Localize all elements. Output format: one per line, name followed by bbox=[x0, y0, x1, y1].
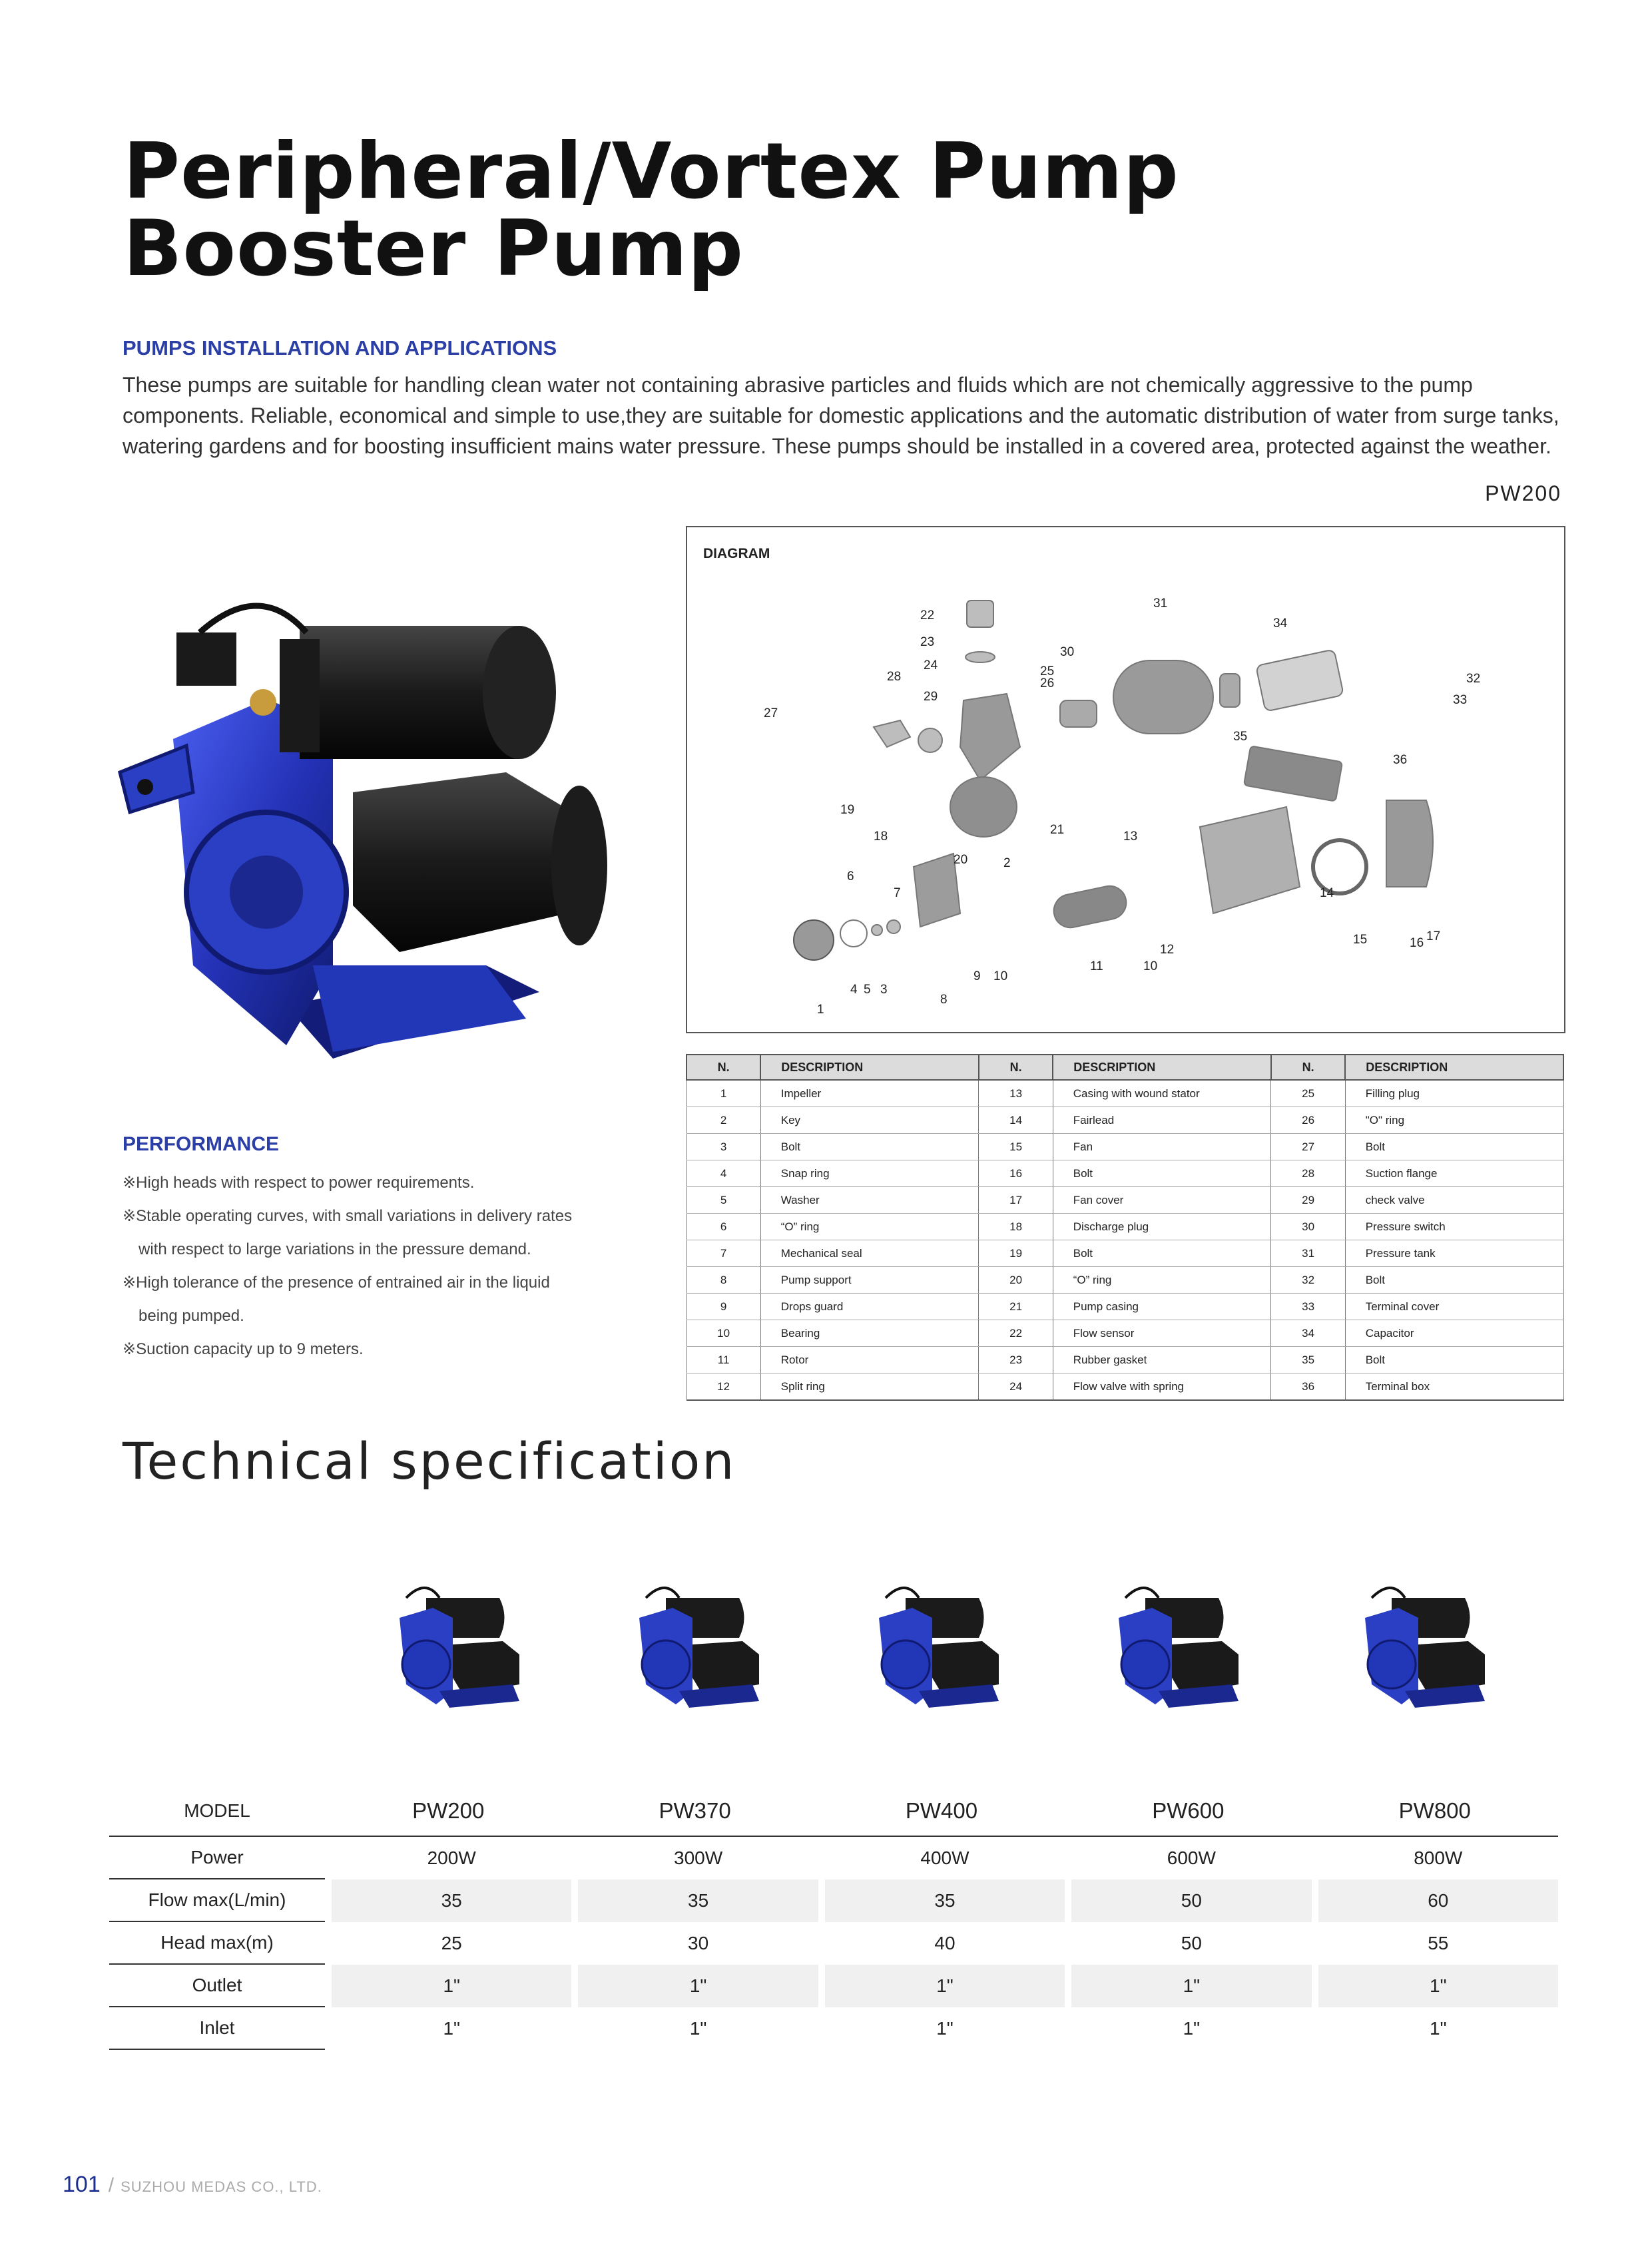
company-name: SUZHOU MEDAS CO., LTD. bbox=[121, 2178, 322, 2195]
svg-text:10: 10 bbox=[1143, 959, 1158, 973]
spec-value: 300W bbox=[571, 1837, 818, 1879]
svg-text:6: 6 bbox=[847, 870, 854, 883]
performance-item: ※High heads with respect to power requirements. bbox=[123, 1174, 475, 1192]
spec-row-label: Head max(m) bbox=[109, 1922, 325, 1965]
svg-text:5: 5 bbox=[864, 983, 871, 997]
svg-text:24: 24 bbox=[924, 658, 938, 672]
parts-row bbox=[687, 1214, 1563, 1240]
spec-row-label: Power bbox=[109, 1837, 325, 1879]
part-description: Bolt bbox=[1345, 1134, 1563, 1160]
part-suction-flange bbox=[874, 720, 910, 747]
spec-row bbox=[109, 1965, 1558, 2007]
part-pump-casing bbox=[950, 777, 1017, 837]
page-title bbox=[123, 126, 1179, 294]
model-tag: PW200 bbox=[1485, 481, 1561, 505]
spec-value: 1" bbox=[571, 2007, 818, 2050]
part-number: 25 bbox=[1271, 1080, 1345, 1107]
spec-value: 35 bbox=[571, 1879, 818, 1922]
part-number: 22 bbox=[979, 1320, 1053, 1347]
col-desc-1: DESCRIPTION bbox=[760, 1055, 979, 1080]
col-n-1: N. bbox=[687, 1055, 760, 1080]
part-description: Mechanical seal bbox=[760, 1240, 979, 1267]
spec-value: 1" bbox=[571, 1965, 818, 2007]
parts-row bbox=[687, 1187, 1563, 1214]
col-n-3: N. bbox=[1271, 1055, 1345, 1080]
part-description: Fairlead bbox=[1053, 1107, 1271, 1134]
part-number: 8 bbox=[687, 1267, 760, 1294]
part-number: 26 bbox=[1271, 1107, 1345, 1134]
performance-heading: PERFORMANCE bbox=[123, 1133, 280, 1155]
svg-text:21: 21 bbox=[1050, 823, 1065, 837]
part-stator-casing bbox=[1200, 807, 1300, 913]
svg-text:7: 7 bbox=[894, 886, 901, 900]
part-description: Bolt bbox=[1345, 1347, 1563, 1373]
parts-row bbox=[687, 1373, 1563, 1401]
model-name: PW600 bbox=[1065, 1786, 1311, 1837]
spec-value: 35 bbox=[818, 1879, 1065, 1922]
title-line-1: Peripheral/Vortex Pump bbox=[123, 126, 1179, 216]
model-thumbnail-image bbox=[386, 1578, 533, 1711]
diagram-title: DIAGRAM bbox=[703, 546, 770, 561]
part-description: Filling plug bbox=[1345, 1080, 1563, 1107]
part-o-ring bbox=[840, 920, 867, 947]
part-description: Pump support bbox=[760, 1267, 979, 1294]
spec-row bbox=[109, 1837, 1558, 1879]
svg-text:3: 3 bbox=[880, 983, 888, 997]
part-fan-cover bbox=[1386, 800, 1433, 887]
part-description: Flow valve with spring bbox=[1053, 1373, 1271, 1401]
parts-table bbox=[686, 1054, 1564, 1401]
part-number: 35 bbox=[1271, 1347, 1345, 1373]
svg-text:2: 2 bbox=[1003, 856, 1011, 870]
col-desc-3: DESCRIPTION bbox=[1345, 1055, 1563, 1080]
part-description: Casing with wound stator bbox=[1053, 1080, 1271, 1107]
part-description: Bolt bbox=[1345, 1267, 1563, 1294]
svg-text:26: 26 bbox=[1040, 676, 1055, 690]
svg-text:22: 22 bbox=[920, 609, 935, 622]
svg-text:33: 33 bbox=[1453, 693, 1468, 707]
svg-text:17: 17 bbox=[1426, 929, 1441, 943]
spec-header-row bbox=[109, 1786, 1558, 1837]
part-description: Pressure tank bbox=[1345, 1240, 1563, 1267]
part-description: Rotor bbox=[760, 1347, 979, 1373]
part-description: Fan bbox=[1053, 1134, 1271, 1160]
page-number: 101 bbox=[63, 2172, 101, 2197]
part-description: "O" ring bbox=[1345, 1107, 1563, 1134]
svg-text:18: 18 bbox=[874, 830, 888, 844]
part-impeller bbox=[794, 920, 834, 960]
model-thumbnail-image bbox=[1105, 1578, 1252, 1711]
spec-value: 40 bbox=[818, 1922, 1065, 1965]
spec-value: 50 bbox=[1065, 1879, 1311, 1922]
svg-text:32: 32 bbox=[1466, 672, 1481, 686]
part-number: 11 bbox=[687, 1347, 760, 1373]
svg-text:34: 34 bbox=[1273, 617, 1288, 630]
svg-text:30: 30 bbox=[1060, 645, 1075, 659]
model-thumbnail-image bbox=[866, 1578, 1012, 1711]
model-name: PW800 bbox=[1312, 1786, 1558, 1837]
part-description: Capacitor bbox=[1345, 1320, 1563, 1347]
part-description: “O” ring bbox=[1053, 1267, 1271, 1294]
part-description: Pump casing bbox=[1053, 1294, 1271, 1320]
part-number: 12 bbox=[687, 1373, 760, 1401]
part-description: Bearing bbox=[760, 1320, 979, 1347]
spec-value: 1" bbox=[1065, 1965, 1311, 2007]
spec-row bbox=[109, 1879, 1558, 1922]
part-terminal-cover bbox=[1256, 649, 1344, 711]
parts-row bbox=[687, 1320, 1563, 1347]
parts-table-body bbox=[687, 1080, 1563, 1400]
part-description: Fan cover bbox=[1053, 1187, 1271, 1214]
part-description: Discharge plug bbox=[1053, 1214, 1271, 1240]
part-number: 27 bbox=[1271, 1134, 1345, 1160]
footer-separator: / bbox=[108, 2174, 115, 2196]
part-description: Bolt bbox=[1053, 1160, 1271, 1187]
spec-value: 1" bbox=[818, 1965, 1065, 2007]
spec-value: 200W bbox=[325, 1837, 571, 1879]
svg-text:25: 25 bbox=[1040, 664, 1055, 678]
spec-value: 1" bbox=[1312, 2007, 1558, 2050]
performance-item: being pumped. bbox=[138, 1307, 244, 1325]
part-description: Bolt bbox=[1053, 1240, 1271, 1267]
part-number: 19 bbox=[979, 1240, 1053, 1267]
part-pressure-switch bbox=[1060, 700, 1097, 727]
svg-text:28: 28 bbox=[887, 670, 902, 684]
part-number: 16 bbox=[979, 1160, 1053, 1187]
part-description: Split ring bbox=[760, 1373, 979, 1401]
part-description: “O” ring bbox=[760, 1214, 979, 1240]
part-description: Rubber gasket bbox=[1053, 1347, 1271, 1373]
model-name: PW370 bbox=[571, 1786, 818, 1837]
part-number: 3 bbox=[687, 1134, 760, 1160]
spec-value: 55 bbox=[1312, 1922, 1558, 1965]
footer bbox=[63, 2172, 322, 2198]
svg-text:12: 12 bbox=[1160, 943, 1175, 957]
spec-row-label: Outlet bbox=[109, 1965, 325, 2007]
spec-value: 1" bbox=[325, 1965, 571, 2007]
part-description: Flow sensor bbox=[1053, 1320, 1271, 1347]
part-pressure-tank bbox=[1113, 660, 1213, 734]
svg-text:10: 10 bbox=[993, 969, 1008, 983]
col-n-2: N. bbox=[979, 1055, 1053, 1080]
performance-item: ※High tolerance of the presence of entrained air in the liquid bbox=[123, 1274, 550, 1292]
part-number: 4 bbox=[687, 1160, 760, 1187]
part-description: Key bbox=[760, 1107, 979, 1134]
part-number: 10 bbox=[687, 1320, 760, 1347]
tech-spec-title: Technical specification bbox=[123, 1431, 736, 1491]
svg-text:36: 36 bbox=[1393, 753, 1408, 767]
part-number: 30 bbox=[1271, 1214, 1345, 1240]
part-number: 14 bbox=[979, 1107, 1053, 1134]
part-capacitor bbox=[1220, 674, 1240, 707]
part-number: 36 bbox=[1271, 1373, 1345, 1401]
parts-row bbox=[687, 1240, 1563, 1267]
svg-text:15: 15 bbox=[1353, 933, 1368, 947]
svg-text:11: 11 bbox=[1090, 959, 1103, 973]
part-number: 23 bbox=[979, 1347, 1053, 1373]
spec-row-label: Inlet bbox=[109, 2007, 325, 2050]
part-number: 15 bbox=[979, 1134, 1053, 1160]
spec-value: 1" bbox=[1065, 2007, 1311, 2050]
installation-text: These pumps are suitable for handling clean water not containing abrasive particles and fluids which are not chemically aggressive to the pump components. Reliable, economical and simple to use,they are suitable for domestic applications and the automatic distribution of water from surge tanks, watering gardens and for boosting insufficient mains water pressure. These pumps should be installed in a covered area, protected against the weather. bbox=[123, 373, 1559, 458]
part-flow-sensor bbox=[967, 601, 993, 627]
part-description: Snap ring bbox=[760, 1160, 979, 1187]
part-number: 24 bbox=[979, 1373, 1053, 1401]
part-description: Terminal box bbox=[1345, 1373, 1563, 1401]
parts-row bbox=[687, 1294, 1563, 1320]
part-number: 32 bbox=[1271, 1267, 1345, 1294]
svg-text:35: 35 bbox=[1233, 730, 1248, 744]
spec-value: 30 bbox=[571, 1922, 818, 1965]
parts-row bbox=[687, 1267, 1563, 1294]
part-number: 13 bbox=[979, 1080, 1053, 1107]
spec-row bbox=[109, 2007, 1558, 2050]
model-name: PW400 bbox=[818, 1786, 1065, 1837]
part-number: 1 bbox=[687, 1080, 760, 1107]
model-name: PW200 bbox=[325, 1786, 571, 1837]
spec-value: 800W bbox=[1312, 1837, 1558, 1879]
spec-value: 400W bbox=[818, 1837, 1065, 1879]
part-number: 5 bbox=[687, 1187, 760, 1214]
spec-value: 1" bbox=[1312, 1965, 1558, 2007]
part-fan bbox=[1313, 840, 1366, 893]
part-seal bbox=[887, 920, 900, 933]
performance-item: ※Suction capacity up to 9 meters. bbox=[123, 1340, 364, 1358]
part-description: check valve bbox=[1345, 1187, 1563, 1214]
svg-text:9: 9 bbox=[973, 969, 981, 983]
part-number: 18 bbox=[979, 1214, 1053, 1240]
parts-row bbox=[687, 1107, 1563, 1134]
part-description: Impeller bbox=[760, 1080, 979, 1107]
spec-value: 35 bbox=[325, 1879, 571, 1922]
part-check-valve bbox=[918, 728, 942, 752]
part-number: 31 bbox=[1271, 1240, 1345, 1267]
part-number: 20 bbox=[979, 1267, 1053, 1294]
spec-value: 50 bbox=[1065, 1922, 1311, 1965]
part-number: 7 bbox=[687, 1240, 760, 1267]
part-casing-top bbox=[960, 694, 1020, 780]
parts-row bbox=[687, 1080, 1563, 1107]
title-line-2: Booster Pump bbox=[123, 204, 744, 294]
performance-item: ※Stable operating curves, with small variations in delivery rates bbox=[123, 1207, 573, 1225]
svg-text:23: 23 bbox=[920, 635, 935, 649]
svg-text:20: 20 bbox=[954, 853, 968, 867]
spec-row-label: Flow max(L/min) bbox=[109, 1879, 325, 1922]
svg-text:13: 13 bbox=[1123, 830, 1138, 844]
pump-main-image bbox=[113, 593, 633, 1085]
spec-value: 1" bbox=[818, 2007, 1065, 2050]
parts-table-header bbox=[687, 1055, 1563, 1080]
spec-row bbox=[109, 1922, 1558, 1965]
svg-text:8: 8 bbox=[940, 993, 948, 1007]
model-thumbnail-image bbox=[1352, 1578, 1498, 1711]
spec-value: 1" bbox=[325, 2007, 571, 2050]
part-terminal-box bbox=[1244, 746, 1342, 801]
svg-text:27: 27 bbox=[764, 706, 778, 720]
part-description: Drops guard bbox=[760, 1294, 979, 1320]
parts-row bbox=[687, 1134, 1563, 1160]
svg-text:14: 14 bbox=[1320, 886, 1334, 900]
part-rotor bbox=[1051, 883, 1129, 931]
part-number: 6 bbox=[687, 1214, 760, 1240]
parts-row bbox=[687, 1347, 1563, 1373]
col-desc-2: DESCRIPTION bbox=[1053, 1055, 1271, 1080]
part-description: Washer bbox=[760, 1187, 979, 1214]
spec-value: 600W bbox=[1065, 1837, 1311, 1879]
model-thumbnail-image bbox=[626, 1578, 772, 1711]
svg-text:29: 29 bbox=[924, 690, 938, 704]
part-description: Terminal cover bbox=[1345, 1294, 1563, 1320]
part-number: 33 bbox=[1271, 1294, 1345, 1320]
part-description: Suction flange bbox=[1345, 1160, 1563, 1187]
exploded-diagram bbox=[686, 526, 1565, 1033]
parts-row bbox=[687, 1160, 1563, 1187]
spec-value: 25 bbox=[325, 1922, 571, 1965]
svg-text:31: 31 bbox=[1153, 597, 1168, 611]
model-label: MODEL bbox=[109, 1786, 325, 1837]
svg-text:4: 4 bbox=[850, 983, 858, 997]
part-number: 28 bbox=[1271, 1160, 1345, 1187]
performance-list bbox=[123, 1166, 655, 1366]
svg-text:16: 16 bbox=[1410, 936, 1424, 950]
part-number: 9 bbox=[687, 1294, 760, 1320]
part-description: Pressure switch bbox=[1345, 1214, 1563, 1240]
svg-text:19: 19 bbox=[840, 803, 855, 817]
part-number: 2 bbox=[687, 1107, 760, 1134]
part-number: 17 bbox=[979, 1187, 1053, 1214]
part-description: Bolt bbox=[760, 1134, 979, 1160]
diagram-drawing bbox=[687, 527, 1564, 1032]
part-number: 21 bbox=[979, 1294, 1053, 1320]
performance-item: with respect to large variations in the pressure demand. bbox=[138, 1240, 531, 1258]
spec-table bbox=[109, 1786, 1558, 2050]
part-number: 29 bbox=[1271, 1187, 1345, 1214]
spec-value: 60 bbox=[1312, 1879, 1558, 1922]
installation-heading: PUMPS INSTALLATION AND APPLICATIONS bbox=[123, 336, 557, 360]
part-number: 34 bbox=[1271, 1320, 1345, 1347]
part-gasket bbox=[965, 652, 995, 662]
part-washer bbox=[872, 925, 882, 935]
svg-text:1: 1 bbox=[817, 1003, 824, 1017]
